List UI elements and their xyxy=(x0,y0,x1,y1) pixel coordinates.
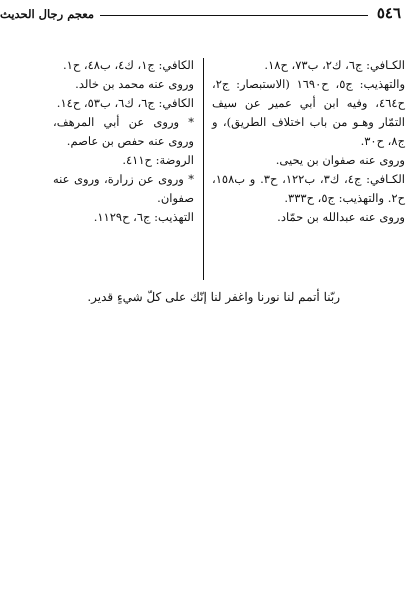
entry-line: * وروى عن زرارة، وروى عنه صفوان. xyxy=(53,172,194,205)
right-column xyxy=(212,56,405,227)
entry-line: وروى عنه محمد بن خالد. xyxy=(75,77,194,91)
entry-line: وروى عنه صفوان بن يحيى. xyxy=(275,153,405,167)
entry-line: الكـافي: ج٦، ك٢، ب٧٣، ح١٨. xyxy=(264,58,405,72)
entry-line: الكافي: ج١، ك٤، ب٤٨، ح١. xyxy=(62,58,194,72)
entry-line: الكـافي: ج٤، ك٣، ب١٢٢، ح٣. و ب١٥٨، ح٢. والتهذيب: ج٥، ح٣٣٣. xyxy=(212,172,405,205)
entry-line: والتهذيب: ج٥، ح١٦٩٠ (الاستبصار: ج٢، ح٤٦٤، وفيه ابن أبي عمير عن سيف التمّار وهـو من باب اختلاف الطريق)، و ج٨، ح٣٠. xyxy=(212,77,405,148)
page-number: ٥٤٦ xyxy=(376,4,401,22)
running-title: معجم رجال الحديث xyxy=(0,7,94,21)
entry-line: * وروى عن أبي المرهف، وروى عنه حفص بن عاصم. xyxy=(53,115,194,148)
column-divider xyxy=(203,58,204,280)
left-column xyxy=(53,56,194,227)
entry-line: الروضة: ح٤١١. xyxy=(122,153,194,167)
entry-line: الكافي: ج٦، ك٦، ب٥٣، ح١٤. xyxy=(56,96,194,110)
closing-prayer: ربّنا أتمم لنا نورنا واغفر لنا إنّك على كلّ شيءٍ قدير. xyxy=(87,290,340,304)
header-rule xyxy=(100,15,368,16)
entry-line: التهذيب: ج٦، ح١١٢٩. xyxy=(93,210,194,224)
entry-line: وروى عنه عبدالله بن حمّاد. xyxy=(277,210,405,224)
